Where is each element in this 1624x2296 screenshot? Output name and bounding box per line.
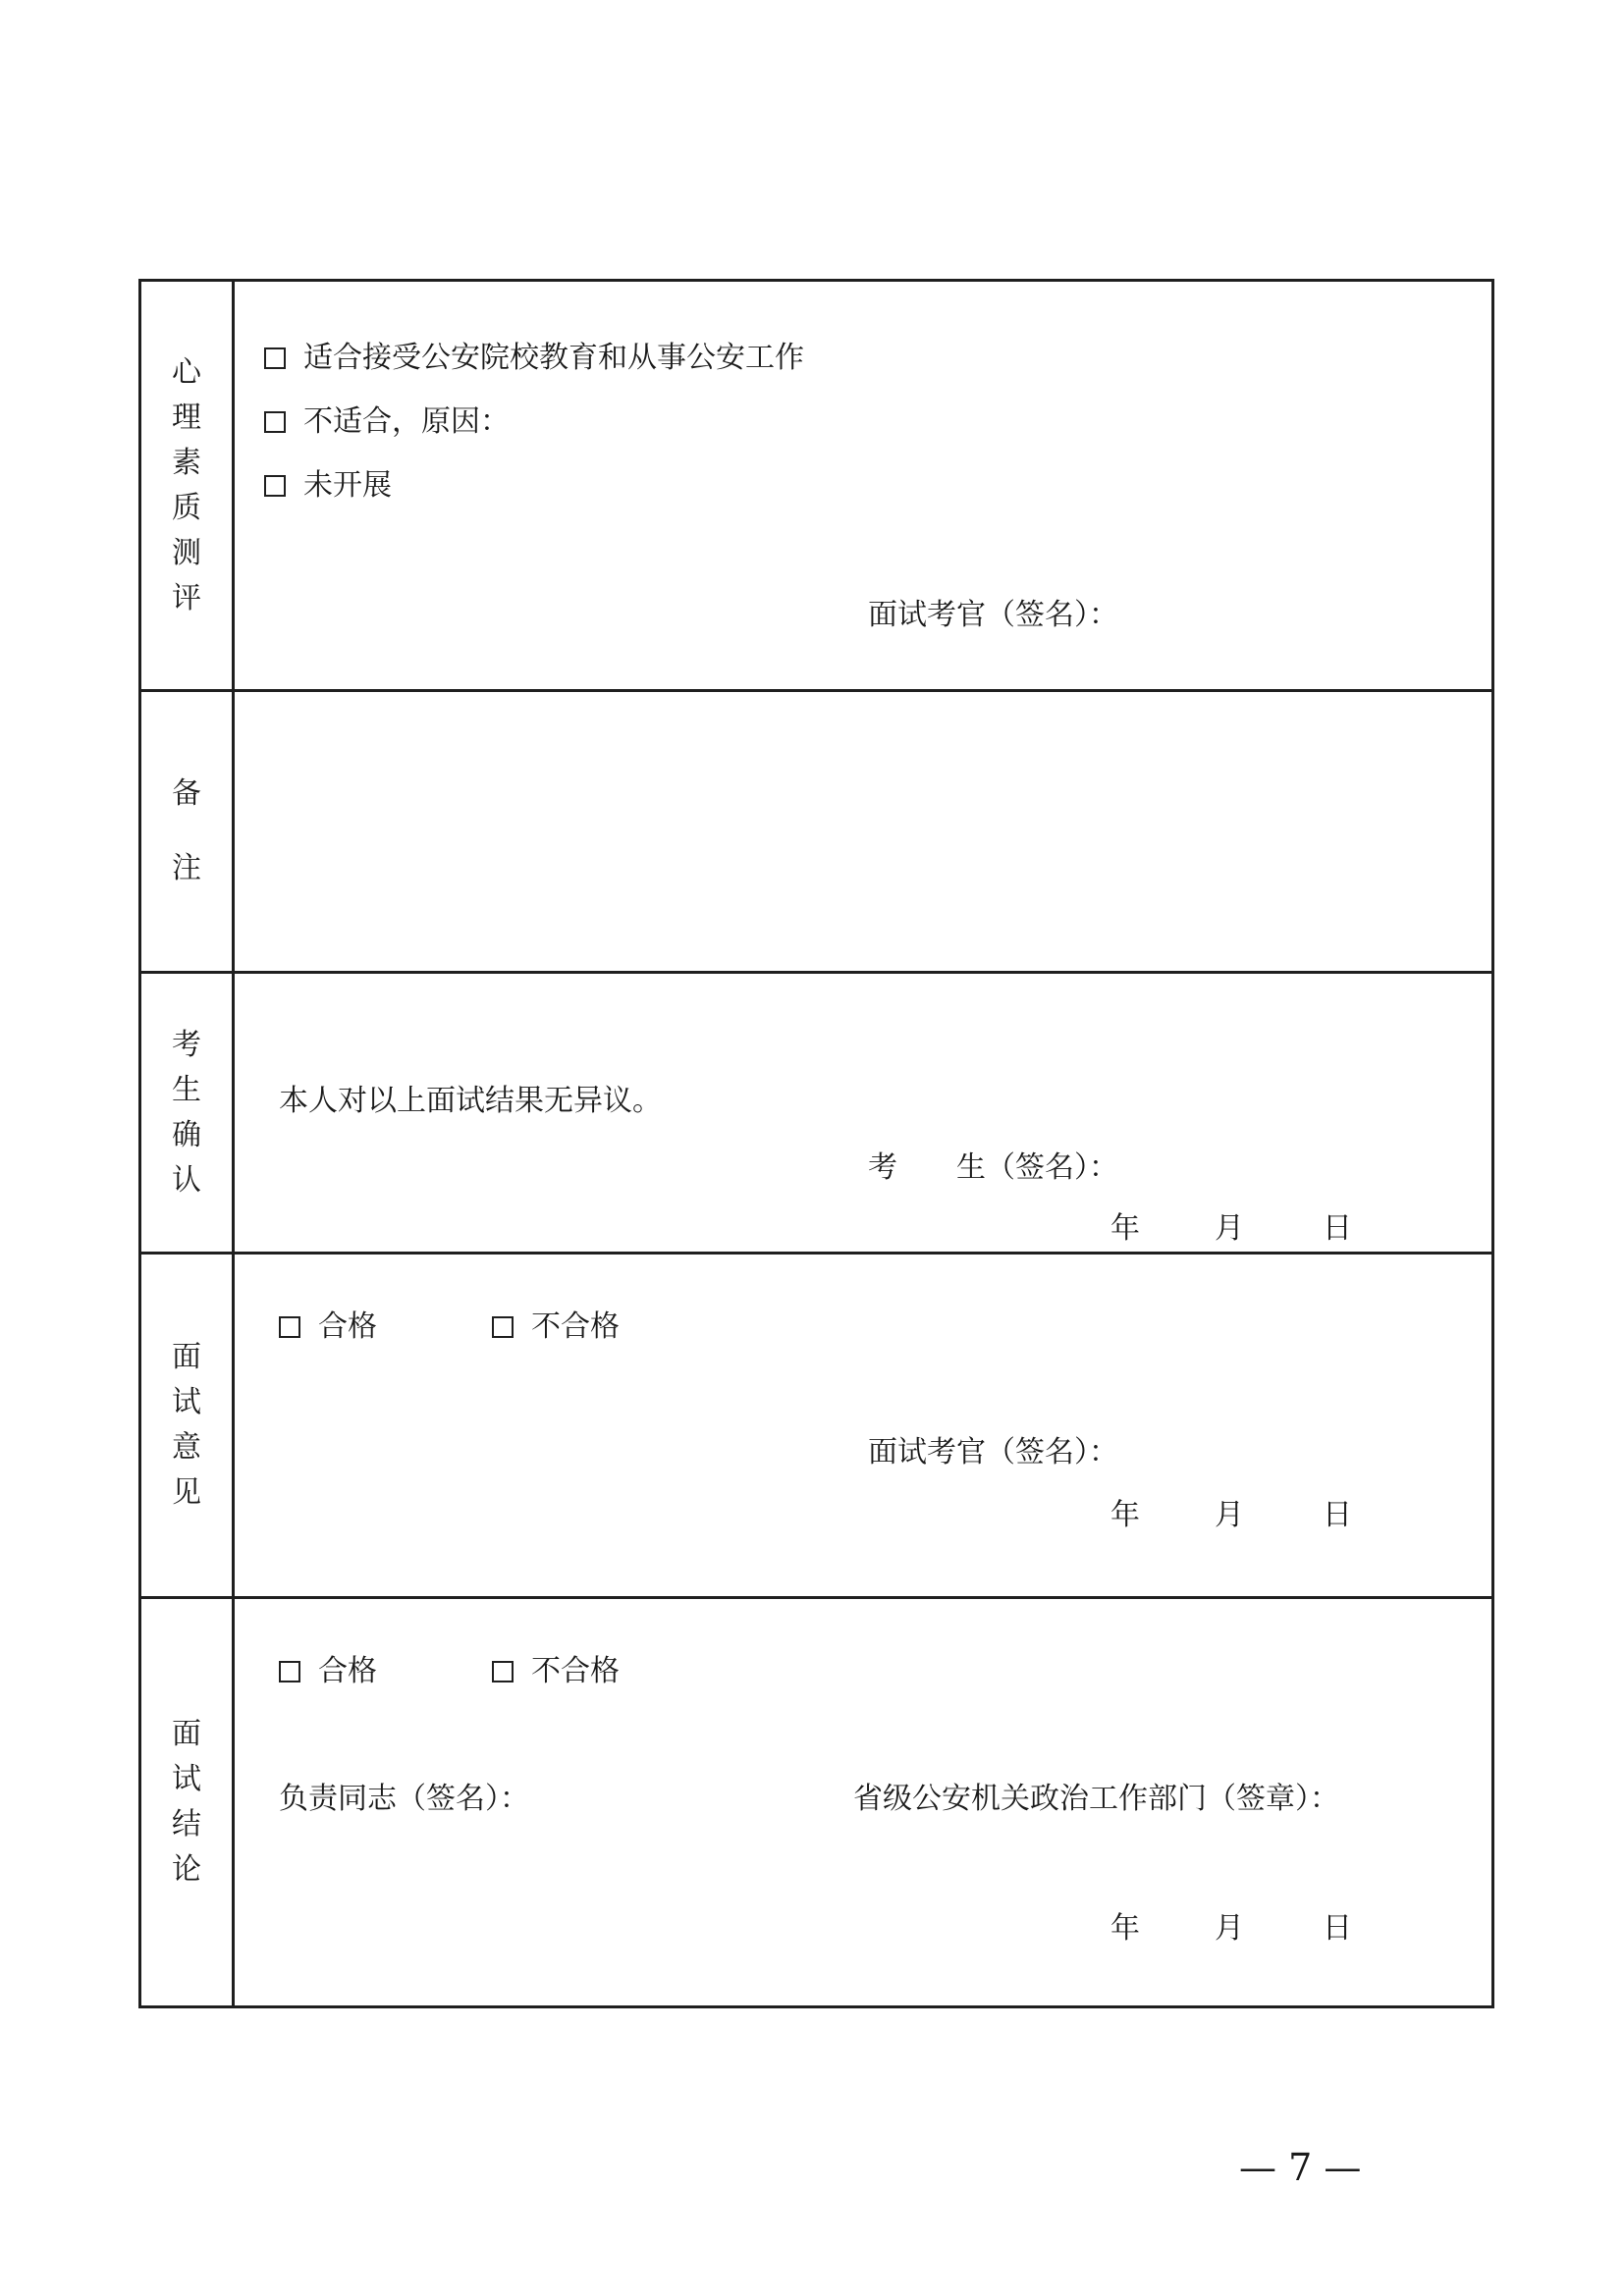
label-char: 备: [172, 776, 201, 811]
label-char: 结: [172, 1807, 201, 1842]
date-day: 日: [1323, 1211, 1352, 1246]
remarks-label-cell: [140, 691, 234, 973]
option-label: 不合格: [531, 1654, 620, 1688]
opinion-row: [140, 1254, 1493, 1598]
checkbox-icon[interactable]: [264, 475, 286, 497]
confirm-statement: 本人对以上面试结果无异议。: [279, 1084, 662, 1118]
label-char: 评: [172, 580, 201, 615]
date-month: 月: [1215, 1211, 1244, 1246]
psych-option-unsuitable[interactable]: [264, 404, 510, 440]
option-label: 未开展: [303, 468, 392, 503]
confirm-label: [141, 1023, 232, 1203]
label-char: 意: [172, 1430, 201, 1465]
checkbox-icon[interactable]: [279, 1661, 300, 1682]
conclusion-label-cell: [140, 1598, 234, 2007]
conclusion-row: [140, 1598, 1493, 2007]
remarks-row: [140, 691, 1493, 973]
conclusion-option-pass[interactable]: [279, 1654, 377, 1689]
opinion-option-pass[interactable]: [279, 1309, 377, 1345]
psych-label: [141, 350, 232, 621]
confirm-label-cell: [140, 973, 234, 1254]
option-label: 合格: [318, 1309, 377, 1344]
opinion-label-cell: [140, 1254, 234, 1598]
option-label: 适合接受公安院校教育和从事公安工作: [303, 341, 804, 375]
date-month: 月: [1215, 1911, 1244, 1946]
interview-form-table: [138, 279, 1494, 2008]
psych-label-cell: [140, 281, 234, 691]
psych-option-suitable[interactable]: [264, 341, 804, 376]
option-label: 不合格: [531, 1309, 620, 1344]
label-char: 注: [172, 851, 201, 885]
candidate-signature-label: 考 生（签名）：: [868, 1150, 1118, 1185]
opinion-option-fail[interactable]: [492, 1309, 620, 1345]
label-char: 确: [172, 1117, 201, 1152]
checkbox-icon[interactable]: [492, 1316, 514, 1338]
label-char: 素: [172, 445, 201, 480]
date-day: 日: [1323, 1498, 1352, 1532]
label-char: 见: [172, 1475, 201, 1510]
checkbox-icon[interactable]: [264, 411, 286, 433]
label-char: 试: [172, 1385, 201, 1419]
remarks-content-cell[interactable]: [234, 691, 1493, 973]
responsible-signature-label: 负责同志（签名）：: [279, 1782, 529, 1816]
label-char: 理: [172, 400, 201, 435]
date-year: 年: [1110, 1911, 1140, 1946]
option-label: 不适合，原因：: [303, 404, 510, 439]
label-char: 质: [172, 490, 201, 525]
examiner-signature-label: 面试考官（签名）：: [868, 1435, 1118, 1469]
option-label: 合格: [318, 1654, 377, 1688]
opinion-label: [141, 1335, 232, 1516]
conclusion-content-cell: [234, 1598, 1493, 2007]
conclusion-label: [141, 1712, 232, 1893]
confirm-row: [140, 973, 1493, 1254]
label-char: 面: [172, 1717, 201, 1751]
psych-row: [140, 281, 1493, 691]
opinion-content-cell: [234, 1254, 1493, 1598]
label-char: 心: [172, 354, 201, 390]
page-number: — 7 —: [1239, 2146, 1362, 2189]
label-char: 试: [172, 1762, 201, 1796]
psych-option-not-conducted[interactable]: [264, 468, 392, 504]
psych-content-cell: [234, 281, 1493, 691]
confirm-content-cell: [234, 973, 1493, 1254]
label-char: 考: [172, 1027, 201, 1062]
remarks-label: [141, 757, 232, 906]
checkbox-icon[interactable]: [279, 1316, 300, 1338]
checkbox-icon[interactable]: [264, 347, 286, 369]
label-char: 认: [172, 1162, 201, 1198]
examiner-signature-label: 面试考官（签名）：: [868, 598, 1118, 632]
label-char: 论: [172, 1852, 201, 1887]
label-char: 面: [172, 1340, 201, 1374]
label-char: 测: [172, 535, 201, 570]
label-char: 生: [172, 1072, 201, 1107]
date-month: 月: [1215, 1498, 1244, 1532]
date-year: 年: [1110, 1211, 1140, 1246]
checkbox-icon[interactable]: [492, 1661, 514, 1682]
department-seal-label: 省级公安机关政治工作部门（签章）：: [853, 1782, 1339, 1816]
date-year: 年: [1110, 1498, 1140, 1532]
date-day: 日: [1323, 1911, 1352, 1946]
conclusion-option-fail[interactable]: [492, 1654, 620, 1689]
